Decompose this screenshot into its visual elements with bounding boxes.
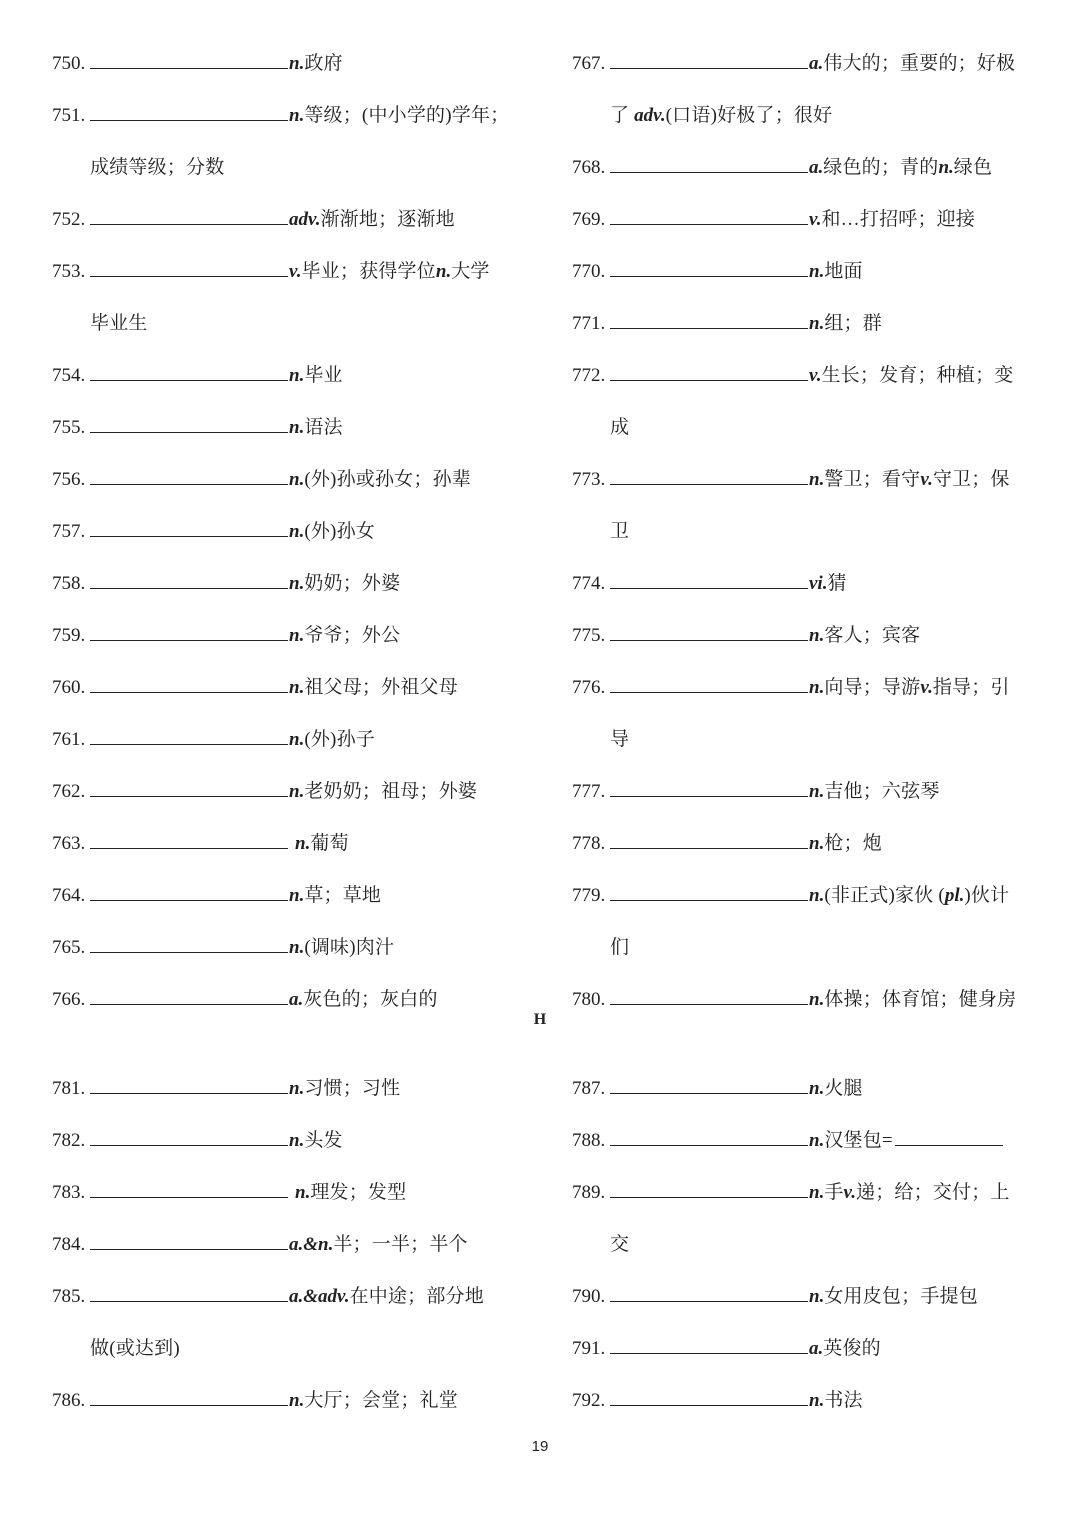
answer-blank[interactable]: [610, 306, 808, 329]
continuation-text: 交: [610, 1234, 630, 1255]
entry-number: 790.: [572, 1286, 606, 1307]
definition: 向导；导游: [824, 677, 921, 698]
part-of-speech: a.&adv.: [289, 1286, 350, 1307]
vocab-entry: [52, 460, 522, 512]
definition: 英俊的: [823, 1338, 881, 1359]
vocab-entry: [572, 200, 1032, 252]
entry-number: 755.: [52, 417, 86, 438]
answer-blank[interactable]: [90, 618, 288, 641]
part-of-speech: n.: [289, 1130, 305, 1151]
entry-number: 751.: [52, 105, 86, 126]
answer-blank[interactable]: [610, 566, 808, 589]
answer-blank-2[interactable]: [895, 1123, 1003, 1146]
entry-number: 759.: [52, 625, 86, 646]
part-of-speech-2: v.: [843, 1182, 857, 1203]
definition: 毕业: [304, 365, 343, 386]
entry-line: [52, 1121, 522, 1173]
entry-line: [572, 304, 1032, 356]
part-of-speech: n.: [289, 677, 305, 698]
vocab-entry: [52, 772, 522, 824]
section1-right-column: [572, 44, 1032, 1032]
part-of-speech: n.: [289, 105, 305, 126]
vocab-entry: [52, 1225, 522, 1277]
entry-number: 766.: [52, 989, 86, 1010]
entry-line: [52, 200, 522, 252]
part-of-speech: n.: [809, 781, 825, 802]
part-of-speech: a.: [809, 157, 824, 178]
definition: 警卫；看守: [824, 469, 921, 490]
entry-line: [572, 356, 1032, 408]
entry-number: 750.: [52, 53, 86, 74]
definition: 奶奶；外婆: [304, 573, 401, 594]
entry-line: [572, 1381, 1032, 1433]
vocab-entry: [572, 356, 1032, 460]
vocab-entry: [572, 772, 1032, 824]
definition: 汉堡包=: [824, 1130, 893, 1151]
entry-line: [572, 1173, 1032, 1225]
entry-number: 764.: [52, 885, 86, 906]
answer-blank[interactable]: [90, 202, 288, 225]
part-of-speech: n.: [809, 625, 825, 646]
entry-line: [52, 824, 522, 876]
definition-continuation: [572, 1225, 1032, 1277]
entry-number: 770.: [572, 261, 606, 282]
definition: 祖父母；外祖父母: [304, 677, 458, 698]
definition: (非正式)家伙 (: [824, 885, 945, 906]
part-of-speech: v.: [809, 365, 822, 386]
vocab-entry: [52, 1069, 522, 1121]
definition: 爷爷；外公: [304, 625, 401, 646]
entry-line: [52, 1173, 522, 1225]
vocab-entry: [52, 824, 522, 876]
answer-blank[interactable]: [90, 1279, 288, 1302]
entry-number: 792.: [572, 1390, 606, 1411]
vocab-entry: [52, 616, 522, 668]
vocab-entry: [572, 876, 1032, 980]
vocab-entry: [572, 304, 1032, 356]
part-of-speech: n.: [809, 261, 825, 282]
entry-number: 776.: [572, 677, 606, 698]
entry-line: [52, 408, 522, 460]
entry-line: [52, 44, 522, 96]
answer-blank[interactable]: [610, 150, 808, 173]
definition: 客人；宾客: [824, 625, 921, 646]
entry-number: 757.: [52, 521, 86, 542]
vocab-entry: [52, 96, 522, 200]
part-of-speech-2: pl.: [944, 885, 965, 906]
vocab-entry: [52, 1277, 522, 1381]
continuation-text: 毕业生: [90, 313, 148, 334]
part-of-speech: a.: [809, 1338, 824, 1359]
entry-number: 762.: [52, 781, 86, 802]
definition: (外)孙子: [304, 729, 375, 750]
answer-blank[interactable]: [90, 878, 288, 901]
vocab-entry: [52, 668, 522, 720]
definition-continuation: [572, 928, 1032, 980]
vocab-entry: [572, 1381, 1032, 1433]
vocab-entry: [52, 1121, 522, 1173]
answer-blank[interactable]: [90, 358, 288, 381]
answer-blank[interactable]: [610, 774, 808, 797]
entry-line: [572, 1329, 1032, 1381]
definition: 政府: [304, 53, 343, 74]
vocab-entry: [572, 460, 1032, 564]
definition-2: )伙计: [964, 885, 1010, 906]
definition: 火腿: [824, 1078, 863, 1099]
answer-blank[interactable]: [610, 982, 808, 1005]
definition-continuation: [572, 512, 1032, 564]
definition-2: 指导；引: [932, 677, 1010, 698]
entry-number: 758.: [52, 573, 86, 594]
continuation-text: 导: [610, 729, 630, 750]
part-of-speech-2: v.: [920, 469, 933, 490]
entry-line: [52, 876, 522, 928]
vocab-entry: [52, 1173, 522, 1225]
part-of-speech: adv.: [289, 209, 321, 230]
definition: 枪；炮: [824, 833, 882, 854]
part-of-speech: vi.: [809, 573, 828, 594]
part-of-speech: n.: [289, 781, 305, 802]
definition: 猜: [827, 573, 847, 594]
answer-blank[interactable]: [610, 670, 808, 693]
answer-blank[interactable]: [90, 1123, 288, 1146]
continuation-prefix: 了: [610, 105, 635, 126]
definition-continuation: [572, 96, 1032, 148]
definition: 和…打招呼；迎接: [821, 209, 976, 230]
entry-line: [572, 616, 1032, 668]
entry-number: 783.: [52, 1182, 86, 1203]
definition-2: 绿色: [953, 157, 993, 178]
part-of-speech: v.: [289, 261, 302, 282]
definition-continuation: [52, 304, 522, 356]
answer-blank[interactable]: [610, 1175, 808, 1198]
part-of-speech: n.: [289, 937, 305, 958]
vocab-entry: [572, 44, 1032, 148]
definition-continuation: [572, 408, 1032, 460]
part-of-speech: n.: [809, 1130, 825, 1151]
definition: 书法: [824, 1390, 863, 1411]
definition: (外)孙或孙女；孙辈: [304, 469, 471, 490]
answer-blank[interactable]: [610, 878, 808, 901]
continuation-text: 们: [610, 937, 630, 958]
entry-number: 767.: [572, 53, 606, 74]
entry-line: [572, 460, 1032, 512]
entry-line: [52, 772, 522, 824]
definition: 灰色的；灰白的: [303, 989, 438, 1010]
entry-number: 753.: [52, 261, 86, 282]
part-of-speech: n.: [295, 833, 311, 854]
entry-number: 789.: [572, 1182, 606, 1203]
part-of-speech: n.: [289, 365, 305, 386]
section1-left-column: [52, 44, 522, 1032]
continuation-text: 卫: [610, 521, 630, 542]
definition: (外)孙女: [304, 521, 375, 542]
answer-blank[interactable]: [610, 1071, 808, 1094]
answer-blank[interactable]: [610, 202, 808, 225]
definition: 葡萄: [310, 833, 349, 854]
entry-number: 782.: [52, 1130, 86, 1151]
part-of-speech: n.: [289, 53, 305, 74]
answer-blank[interactable]: [610, 1383, 808, 1406]
entry-number: 784.: [52, 1234, 86, 1255]
definition: 大厅；会堂；礼堂: [304, 1390, 458, 1411]
vocab-entry: [52, 408, 522, 460]
definition-2: 大学: [451, 261, 490, 282]
definition-2: 递；给；交付；上: [856, 1182, 1010, 1203]
entry-line: [52, 668, 522, 720]
answer-blank[interactable]: [90, 98, 288, 121]
part-of-speech: n.: [809, 1286, 825, 1307]
section2-right-column: [572, 1069, 1032, 1433]
entry-line: [52, 720, 522, 772]
answer-blank[interactable]: [90, 1227, 288, 1250]
definition: 习惯；习性: [304, 1078, 401, 1099]
part-of-speech-2: n.: [938, 157, 954, 178]
answer-blank[interactable]: [90, 514, 288, 537]
entry-line: [52, 1277, 522, 1329]
part-of-speech: n.: [809, 1390, 825, 1411]
vocab-entry: [52, 876, 522, 928]
continuation-pos: adv.: [634, 105, 666, 126]
answer-blank[interactable]: [90, 410, 288, 433]
page-number: 19: [531, 1438, 549, 1455]
definition-2: 守卫；保: [932, 469, 1010, 490]
entry-line: [572, 668, 1032, 720]
entry-number: 785.: [52, 1286, 86, 1307]
definition-continuation: [52, 148, 522, 200]
part-of-speech: n.: [289, 469, 305, 490]
entry-line: [52, 512, 522, 564]
vocab-entry: [572, 824, 1032, 876]
definition: 吉他；六弦琴: [824, 781, 940, 802]
vocab-entry: [572, 564, 1032, 616]
vocab-entry: [572, 1069, 1032, 1121]
part-of-speech: n.: [295, 1182, 311, 1203]
entry-number: 754.: [52, 365, 86, 386]
answer-blank[interactable]: [610, 1123, 808, 1146]
answer-blank[interactable]: [610, 618, 808, 641]
definition: 绿色的；青的: [823, 157, 939, 178]
part-of-speech: a.&n.: [289, 1234, 334, 1255]
continuation-text: 做(或达到): [90, 1338, 180, 1359]
definition: 毕业；获得学位: [301, 261, 436, 282]
part-of-speech: n.: [289, 417, 305, 438]
vocab-entry: [52, 1381, 522, 1433]
answer-blank[interactable]: [90, 1071, 288, 1094]
entry-number: 772.: [572, 365, 606, 386]
vocab-entry: [52, 564, 522, 616]
entry-number: 769.: [572, 209, 606, 230]
vocab-entry: [52, 928, 522, 980]
part-of-speech: n.: [289, 521, 305, 542]
vocab-entry: [572, 1121, 1032, 1173]
entry-number: 777.: [572, 781, 606, 802]
definition: 在中途；部分地: [349, 1286, 484, 1307]
definition: 头发: [304, 1130, 343, 1151]
entry-number: 763.: [52, 833, 86, 854]
definition: 组；群: [824, 313, 882, 334]
vocab-entry: [52, 512, 522, 564]
definition: 语法: [304, 417, 343, 438]
answer-blank[interactable]: [90, 930, 288, 953]
answer-blank[interactable]: [90, 670, 288, 693]
vocab-entry: [572, 668, 1032, 772]
entry-number: 775.: [572, 625, 606, 646]
entry-line: [52, 1069, 522, 1121]
answer-blank[interactable]: [90, 982, 288, 1005]
answer-blank[interactable]: [90, 462, 288, 485]
definition: 老奶奶；祖母；外婆: [304, 781, 478, 802]
entry-line: [572, 252, 1032, 304]
part-of-speech: n.: [809, 677, 825, 698]
part-of-speech-2: n.: [435, 261, 452, 282]
part-of-speech: n.: [289, 1078, 305, 1099]
vocab-entry: [572, 1329, 1032, 1381]
answer-blank[interactable]: [90, 826, 288, 849]
part-of-speech: n.: [809, 885, 825, 906]
answer-blank[interactable]: [610, 1279, 808, 1302]
entry-number: 760.: [52, 677, 86, 698]
entry-number: 781.: [52, 1078, 86, 1099]
definition: 草；草地: [304, 885, 382, 906]
entry-number: 773.: [572, 469, 606, 490]
answer-blank[interactable]: [610, 254, 808, 277]
entry-number: 765.: [52, 937, 86, 958]
entry-number: 768.: [572, 157, 606, 178]
entry-number: 779.: [572, 885, 606, 906]
entry-number: 780.: [572, 989, 606, 1010]
part-of-speech: n.: [289, 573, 305, 594]
answer-blank[interactable]: [90, 774, 288, 797]
definition: 手: [824, 1182, 844, 1203]
definition: 半；一半；半个: [333, 1234, 468, 1255]
part-of-speech: n.: [289, 729, 305, 750]
entry-line: [52, 252, 522, 304]
entry-line: [52, 1381, 522, 1433]
entry-number: 774.: [572, 573, 606, 594]
entry-line: [572, 876, 1032, 928]
answer-blank[interactable]: [610, 46, 808, 69]
answer-blank[interactable]: [90, 46, 288, 69]
part-of-speech: n.: [809, 833, 825, 854]
entry-line: [572, 1069, 1032, 1121]
answer-blank[interactable]: [90, 722, 288, 745]
vocab-entry: [52, 720, 522, 772]
entry-number: 756.: [52, 469, 86, 490]
entry-line: [52, 96, 522, 148]
answer-blank[interactable]: [610, 826, 808, 849]
entry-number: 786.: [52, 1390, 86, 1411]
definition-continuation: [572, 720, 1032, 772]
part-of-speech: a.: [809, 53, 824, 74]
entry-number: 761.: [52, 729, 86, 750]
part-of-speech: n.: [289, 1390, 305, 1411]
entry-line: [52, 356, 522, 408]
part-of-speech: a.: [289, 989, 304, 1010]
answer-blank[interactable]: [90, 566, 288, 589]
part-of-speech: n.: [809, 989, 825, 1010]
entry-line: [52, 928, 522, 980]
entry-number: 752.: [52, 209, 86, 230]
vocab-entry: [52, 252, 522, 356]
entry-line: [52, 1225, 522, 1277]
entry-line: [572, 200, 1032, 252]
part-of-speech: n.: [809, 1182, 825, 1203]
answer-blank[interactable]: [610, 1331, 808, 1354]
entry-line: [52, 460, 522, 512]
entry-line: [572, 1277, 1032, 1329]
part-of-speech: n.: [809, 313, 825, 334]
entry-line: [52, 564, 522, 616]
part-of-speech: n.: [289, 625, 305, 646]
vocab-entry: [572, 148, 1032, 200]
entry-line: [572, 148, 1032, 200]
answer-blank[interactable]: [90, 254, 288, 277]
definition: 伟大的；重要的；好极: [823, 53, 1016, 74]
definition: 等级；(中小学的)学年；: [304, 105, 510, 126]
entry-line: [572, 772, 1032, 824]
vocab-entry: [52, 200, 522, 252]
definition-continuation: [52, 1329, 522, 1381]
section2-left-column: [52, 1069, 522, 1433]
continuation-text: 成绩等级；分数: [90, 157, 225, 178]
entry-number: 788.: [572, 1130, 606, 1151]
answer-blank[interactable]: [610, 462, 808, 485]
answer-blank[interactable]: [90, 1175, 288, 1198]
definition: (调味)肉汁: [304, 937, 395, 958]
part-of-speech: n.: [289, 885, 305, 906]
vocab-entry: [572, 1277, 1032, 1329]
vocab-entry: [572, 1173, 1032, 1277]
part-of-speech: n.: [809, 469, 825, 490]
entry-line: [572, 44, 1032, 96]
vocab-entry: [572, 252, 1032, 304]
entry-number: 791.: [572, 1338, 606, 1359]
part-of-speech: n.: [809, 1078, 825, 1099]
vocab-entry: [572, 616, 1032, 668]
entry-number: 771.: [572, 313, 606, 334]
definition: 理发；发型: [310, 1182, 407, 1203]
definition: 女用皮包；手提包: [824, 1286, 978, 1307]
entry-number: 778.: [572, 833, 606, 854]
vocab-entry: [52, 44, 522, 96]
entry-line: [52, 616, 522, 668]
continuation-text: 成: [610, 417, 630, 438]
section-heading: H: [533, 1011, 547, 1028]
part-of-speech-2: v.: [920, 677, 933, 698]
answer-blank[interactable]: [610, 358, 808, 381]
entry-line: [572, 824, 1032, 876]
part-of-speech: v.: [809, 209, 822, 230]
definition: 体操；体育馆；健身房: [824, 989, 1017, 1010]
answer-blank[interactable]: [90, 1383, 288, 1406]
vocab-entry: [52, 356, 522, 408]
entry-line: [572, 564, 1032, 616]
entry-line: [572, 1121, 1032, 1173]
continuation-text: (口语)好极了；很好: [665, 105, 833, 126]
entry-number: 787.: [572, 1078, 606, 1099]
definition: 地面: [824, 261, 863, 282]
definition: 渐渐地；逐渐地: [320, 209, 455, 230]
definition: 生长；发育；种植；变: [821, 365, 1014, 386]
